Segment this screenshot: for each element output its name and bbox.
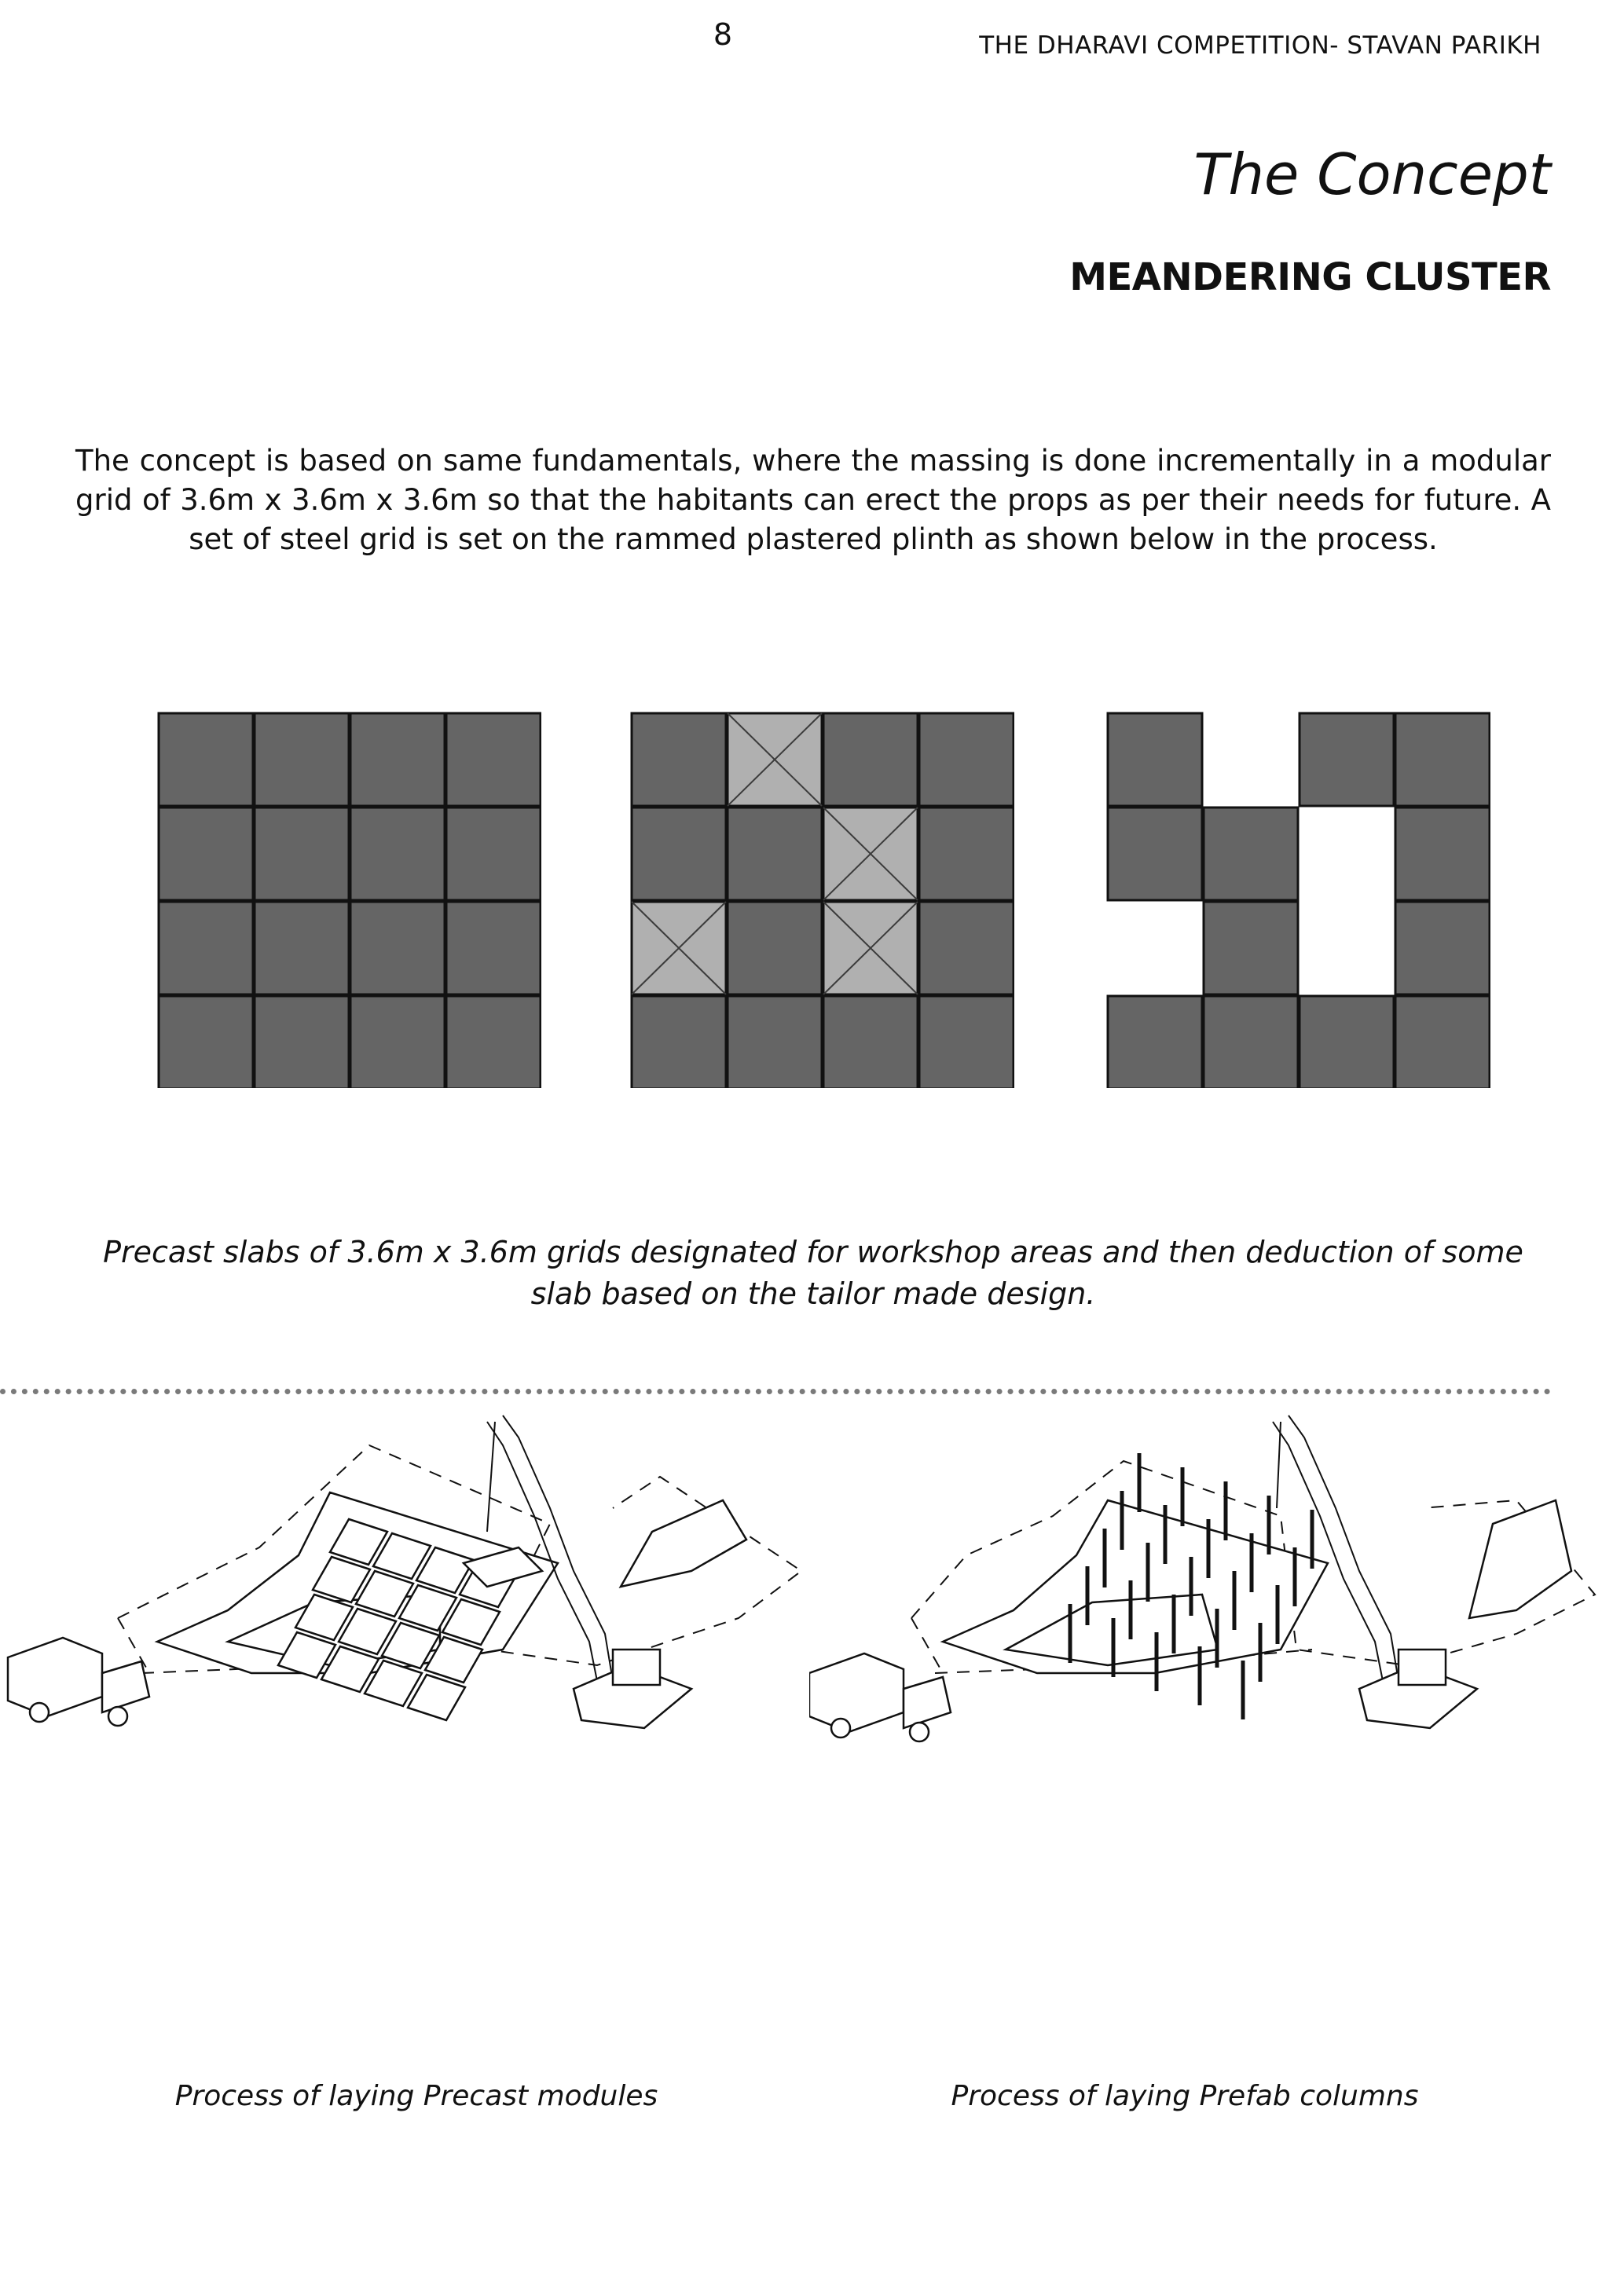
- running-head: THE DHARAVI COMPETITION- STAVAN PARIKH: [979, 31, 1542, 60]
- grid-caption: Precast slabs of 3.6m x 3.6m grids designated for workshop areas and then deduction of some slab based on the tailor made design.: [103, 1235, 1523, 1311]
- slab-cell: [1395, 996, 1490, 1088]
- section-subtitle: MEANDERING CLUSTER: [1069, 255, 1551, 299]
- slab-cell: [446, 807, 541, 900]
- prefab-columns-drawing: [809, 1414, 1624, 1760]
- slab-cell: [255, 902, 349, 994]
- slab-cell: [446, 996, 541, 1088]
- intro-paragraph: The concept is based on same fundamentals, where the massing is done incrementally in a modular grid of 3.6m x 3.6m x 3.6m so that the habitants can erect the props as per their needs for future. A set of steel grid is set on the rammed plastered plinth as shown below in the process.: [75, 444, 1551, 556]
- slab-cell: [728, 996, 822, 1088]
- slab-cell: [1300, 713, 1394, 806]
- caption-precast-modules: Process of laying Precast modules: [174, 2080, 658, 2112]
- dotted-divider: [0, 1389, 1551, 1394]
- section-title: The Concept: [1193, 141, 1551, 207]
- slab-cell: [350, 996, 445, 1088]
- slab-cell: [823, 996, 918, 1088]
- truck-icon: [8, 1638, 149, 1726]
- slab-cell: [350, 807, 445, 900]
- precast-modules-drawing: [0, 1414, 809, 1760]
- slab-cell: [1395, 902, 1490, 994]
- slab-cell: [159, 713, 253, 806]
- caption-prefab-columns: Process of laying Prefab columns: [951, 2080, 1419, 2112]
- slab-cell: [632, 996, 726, 1088]
- slab-cell: [1395, 807, 1490, 900]
- slab-cell: [823, 713, 918, 806]
- grid-figure-full: [156, 711, 541, 1088]
- slab-cell: [919, 902, 1014, 994]
- plinth-platform: [943, 1500, 1571, 1673]
- slab-cell: [1108, 996, 1202, 1088]
- page-number: 8: [713, 17, 733, 52]
- slab-cell: [919, 807, 1014, 900]
- slab-cell: [919, 713, 1014, 806]
- slab-cell: [350, 902, 445, 994]
- slab-cell: [1204, 902, 1298, 994]
- slab-cell: [919, 996, 1014, 1088]
- slab-cell: [1108, 807, 1202, 900]
- slab-cell: [728, 902, 822, 994]
- slab-cell: [1108, 713, 1202, 806]
- slab-cell: [350, 713, 445, 806]
- grid-figure-designated: [629, 711, 1014, 1088]
- slab-cell: [446, 902, 541, 994]
- slab-cell: [728, 807, 822, 900]
- slab-cell: [255, 807, 349, 900]
- slab-cell: [255, 996, 349, 1088]
- column-grid: [1070, 1453, 1312, 1719]
- slab-cell: [1204, 807, 1298, 900]
- slab-cell: [255, 713, 349, 806]
- slab-cell: [1300, 996, 1394, 1088]
- slab-cell: [159, 807, 253, 900]
- slab-cell: [632, 713, 726, 806]
- slab-cell: [632, 807, 726, 900]
- slab-cell: [159, 996, 253, 1088]
- truck-icon: [809, 1653, 951, 1741]
- slab-cell: [159, 902, 253, 994]
- slab-cell: [1204, 996, 1298, 1088]
- slab-cell: [446, 713, 541, 806]
- slab-cell: [1395, 713, 1490, 806]
- grid-figure-deducted: [1105, 711, 1490, 1088]
